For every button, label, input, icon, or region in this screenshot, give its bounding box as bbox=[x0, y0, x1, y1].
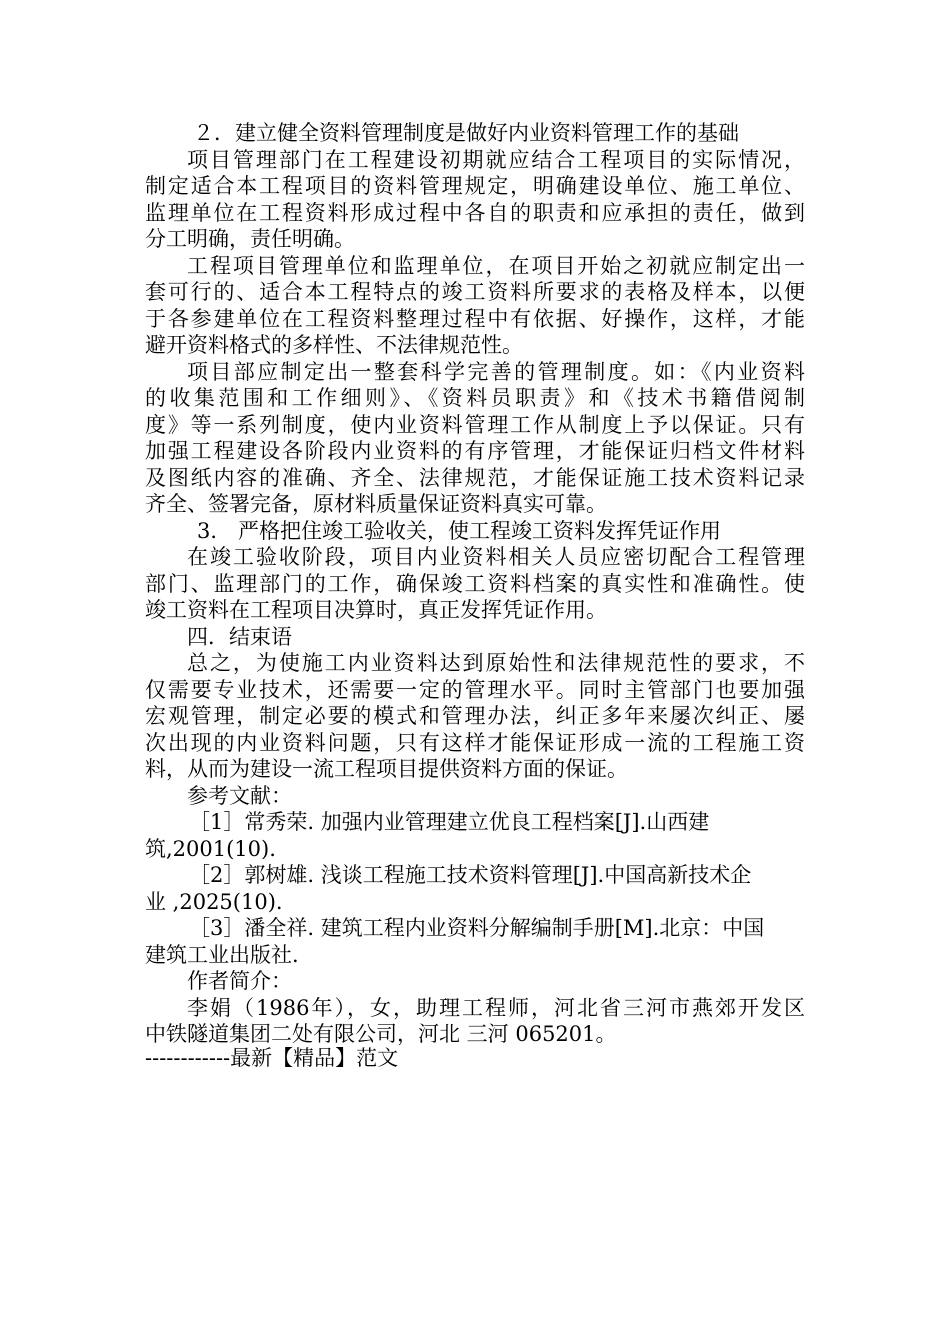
paragraph-line: 套可行的、适合本工程特点的竣工资料所要求的表格及样本，以便 bbox=[145, 280, 805, 304]
paragraph-line: 齐全、签署完备，原材料质量保证资料真实可靠。 bbox=[145, 492, 607, 516]
paragraph-line: 监理单位在工程资料形成过程中各自的职责和应承担的责任，做到 bbox=[145, 200, 805, 225]
paragraph-line: 总之，为使施工内业资料达到原始性和法律规范性的要求，不 bbox=[187, 651, 805, 675]
document-body bbox=[145, 120, 805, 1048]
paragraph-line: 分工明确，责任明确。 bbox=[145, 227, 355, 251]
reference-item-continued: 业 ,2025(10). bbox=[145, 889, 283, 914]
reference-item: ［2］郭树雄. 浅谈工程施工技术资料管理[J].中国高新技术企 bbox=[189, 863, 752, 887]
references-heading: 参考文献： bbox=[187, 783, 292, 808]
paragraph-line: 制定适合本工程项目的资料管理规定，明确建设单位、施工单位、 bbox=[145, 174, 805, 198]
paragraph-line: 料，从而为建设一流工程项目提供资料方面的保证。 bbox=[145, 757, 628, 781]
reference-item-continued: 建筑工业出版社. bbox=[145, 942, 299, 967]
paragraph-line: 及图纸内容的准确、齐全、法律规范，才能保证施工技术资料记录 bbox=[145, 465, 805, 490]
paragraph-line: 部门、监理部门的工作，确保竣工资料档案的真实性和准确性。使 bbox=[145, 571, 805, 596]
author-line: 李娟（1986年），女，助理工程师，河北省三河市燕郊开发区 bbox=[187, 995, 805, 1020]
paragraph-line: 次出现的内业资料问题，只有这样才能保证形成一流的工程施工资 bbox=[145, 730, 805, 755]
paragraph-line: 度》等一系列制度，使内业资料管理工作从制度上予以保证。只有 bbox=[145, 412, 805, 437]
author-heading: 作者简介： bbox=[187, 969, 292, 993]
paragraph-line: 在竣工验收阶段，项目内业资料相关人员应密切配合工程管理 bbox=[187, 545, 805, 569]
paragraph-line: 加强工程建设各阶段内业资料的有序管理，才能保证归档文件材料 bbox=[145, 439, 805, 463]
author-line: 中铁隧道集团二处有限公司，河北 三河 065201。 bbox=[145, 1022, 617, 1046]
section-4-heading: 四．结束语 bbox=[187, 624, 292, 649]
reference-item-continued: 筑,2001(10). bbox=[145, 836, 276, 861]
paragraph-line: 宏观管理，制定必要的模式和管理办法，纠正多年来屡次纠正、屡 bbox=[145, 704, 805, 728]
section-3-heading: 3． 严格把住竣工验收关，使工程竣工资料发挥凭证作用 bbox=[197, 518, 722, 543]
paragraph-line: 避开资料格式的多样性、不法律规范性。 bbox=[145, 333, 523, 357]
paragraph-line: 仅需要专业技术，还需要一定的管理水平。同时主管部门也要加强 bbox=[145, 677, 805, 702]
paragraph-line: 工程项目管理单位和监理单位，在项目开始之初就应制定出一 bbox=[187, 253, 805, 278]
section-2-heading: ２．建立健全资料管理制度是做好内业资料管理工作的基础 bbox=[193, 121, 739, 145]
paragraph-line: 的收集范围和工作细则》、《资料员职责》和《技术书籍借阅制 bbox=[145, 386, 805, 410]
footer-note: ------------最新【精品】范文 bbox=[145, 1046, 399, 1070]
paragraph-line: 于各参建单位在工程资料整理过程中有依据、好操作，这样，才能 bbox=[145, 306, 805, 331]
paragraph-line: 项目部应制定出一整套科学完善的管理制度。如：《内业资料 bbox=[187, 359, 805, 384]
reference-item: ［3］潘全祥. 建筑工程内业资料分解编制手册[M].北京：中国 bbox=[189, 916, 765, 940]
paragraph-line: 竣工资料在工程项目决算时，真正发挥凭证作用。 bbox=[145, 598, 607, 622]
reference-item: ［1］常秀荣. 加强内业管理建立优良工程档案[J].山西建 bbox=[189, 810, 710, 834]
paragraph-line: 项目管理部门在工程建设初期就应结合工程项目的实际情况， bbox=[187, 147, 805, 172]
